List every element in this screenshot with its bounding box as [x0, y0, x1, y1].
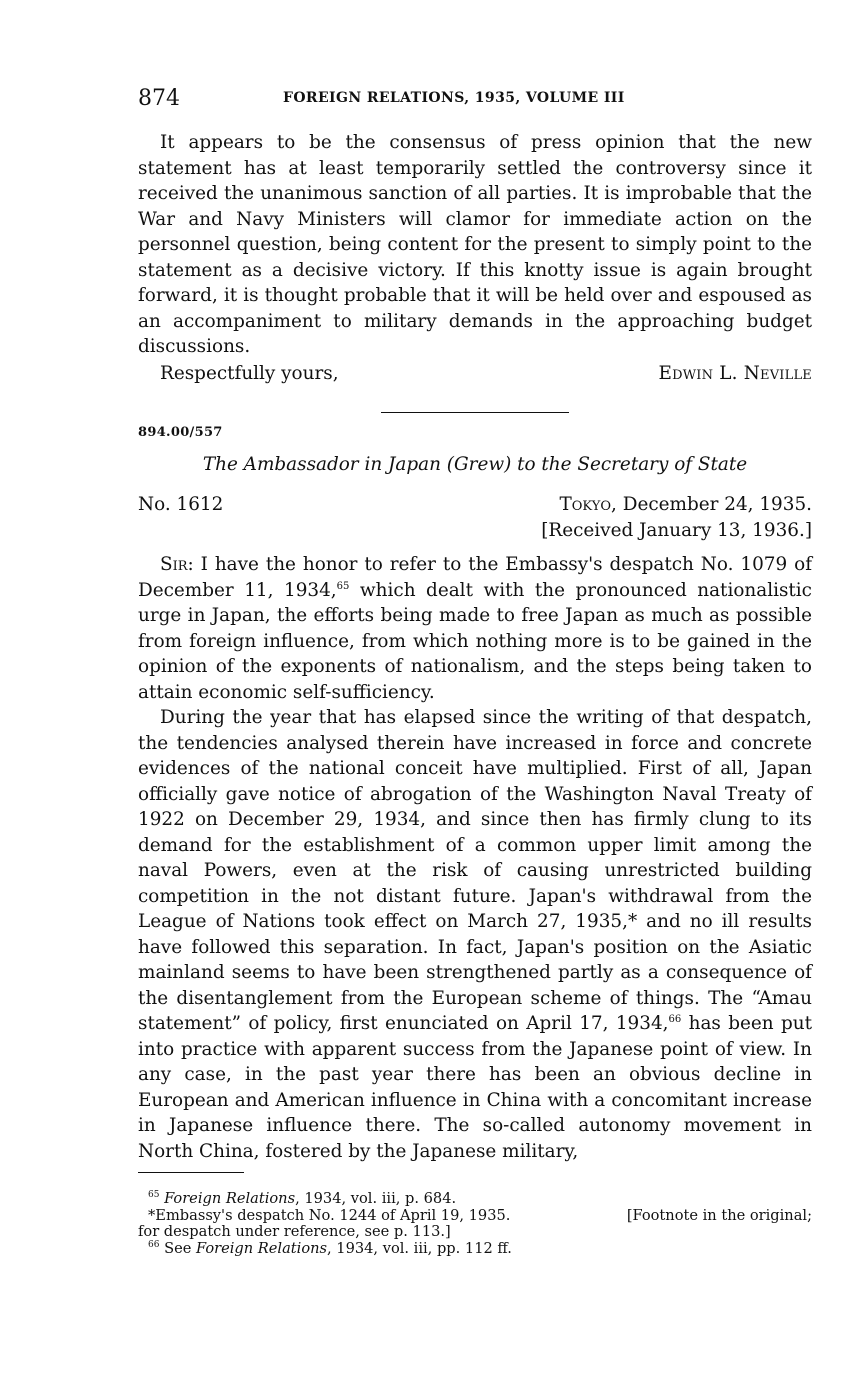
- footnote-65-mark: 65: [148, 1190, 160, 1201]
- signer-name: Edwin L. Neville: [658, 362, 812, 384]
- footnote-ref-66: 66: [668, 1013, 682, 1025]
- footnote-66-pre: See: [159, 1239, 197, 1257]
- salutation: Sir: [160, 554, 188, 575]
- p2-text-a: During the year that has elapsed since the writing of that despatch, the tendencies analysed therein have increased in force and concrete evidences of the national conceit have multiplied. First of all, Japan officially gave notice of abrogation of the Washington Naval Treaty of 1922 on December 29, 1934, and since then has firmly clung to its demand for the establishment of a common upper limit among the naval Powers, even at the risk of causing unrestricted building competition in the not distant future. Japan's withdrawal from the League of Nations took effect on March 27, 1935,* and no ill results have followed this separation. In fact, Japan's position on the Asiatic mainland seems to have been strengthened partly as a consequence of the disentanglement from the European scheme of things. The “Amau statement” of policy, first enunciated on April 17, 1934,: [138, 707, 812, 1034]
- dateline: [138, 492, 812, 544]
- complimentary-close: Respectfully yours,: [160, 362, 339, 384]
- footnote-star-b: [Footnote in the original;: [626, 1206, 812, 1224]
- place: Tokyo: [559, 494, 612, 515]
- footnotes: [138, 1191, 812, 1257]
- p2-text-b: has been put into practice with apparent success from the Japanese point of view. In any case, in the past year there has been an obvious decline in European and American influence in China with a concomitant increase in Japanese influence there. The so-called autonomy movement in North China, fostered by the Japanese military,: [138, 1013, 812, 1162]
- footnote-divider: [138, 1172, 244, 1173]
- document-page: [138, 84, 812, 1257]
- body-paragraph-2: [138, 705, 812, 1164]
- section-divider: [381, 412, 569, 413]
- footnote-65-title: Foreign Relations: [164, 1190, 296, 1207]
- footnote-66-rest: , 1934, vol. iii, pp. 112 ff.: [327, 1239, 512, 1257]
- footnote-star-a: *Embassy's despatch No. 1244 of April 19, 1935.: [148, 1206, 511, 1224]
- despatch-number: No. 1612: [138, 494, 224, 515]
- document-heading: The Ambassador in Japan (Grew) to the Secretary of State: [202, 454, 748, 475]
- footnote-star-continued: for despatch under reference, see p. 113.]: [138, 1223, 451, 1240]
- footnote-65-rest: , 1934, vol. iii, p. 684.: [295, 1190, 457, 1207]
- closing-paragraph: It appears to be the consensus of press opinion that the new statement has at least temporarily settled the controversy since it received the unanimous sanction of all parties. It is improbable that the War and Navy Ministers will clamor for immediate action on the personnel question, being content for the present to simply point to the statement as a decisive victory. If this knotty issue is again brought forward, it is thought probable that it will be held over and espoused as an accompaniment to military demands in the approaching budget discussions.: [138, 132, 812, 357]
- received-date: [Received January 13, 1936.]: [541, 520, 812, 541]
- page-number: 874: [138, 86, 180, 111]
- place-date: [559, 492, 812, 518]
- letter-body: [138, 552, 812, 1164]
- date: , December 24, 1935.: [611, 494, 812, 515]
- footnote-66: [138, 1241, 812, 1258]
- body-paragraph-1: [138, 552, 812, 705]
- footnote-66-title: Foreign Relations: [196, 1239, 327, 1257]
- footnote-65: [138, 1191, 812, 1208]
- footnote-star: [138, 1208, 812, 1225]
- running-head: [138, 84, 812, 116]
- signature-line: [138, 361, 812, 387]
- footnote-66-mark: 66: [148, 1239, 160, 1250]
- file-number: 894.00/557: [138, 425, 223, 440]
- footnote-ref-65: 65: [336, 580, 350, 592]
- p1-text-b: which dealt with the pronounced nationalistic urge in Japan, the efforts being made to free Japan as much as possible from foreign influence, from which nothing more is to be gained in the opinion of the exponents of nationalism, and the steps being taken to attain economic self-sufficiency.: [138, 579, 812, 703]
- p1-text-a: : I have the honor to refer to the Embassy's despatch No. 1079 of December 11, 1934,: [138, 554, 812, 601]
- running-title: FOREIGN RELATIONS, 1935, VOLUME III: [283, 90, 625, 106]
